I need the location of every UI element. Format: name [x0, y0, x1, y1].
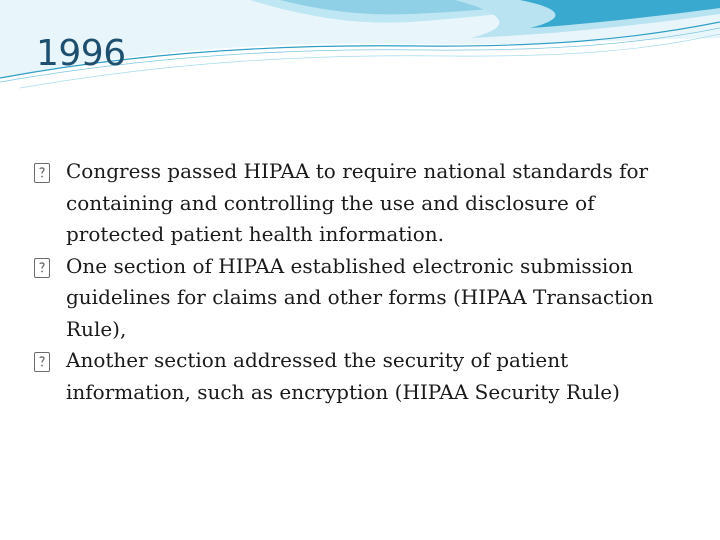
- missing-glyph-icon: [34, 163, 50, 183]
- missing-glyph-icon: [34, 258, 50, 278]
- slide-title: 1996: [36, 33, 126, 74]
- bullet-list: [34, 156, 694, 408]
- bullet-text: One section of HIPAA established electronic submission guidelines for claims and other forms (HIPAA Transaction Rule),: [66, 253, 654, 341]
- bullet-item: [34, 156, 694, 251]
- missing-glyph-icon: [34, 352, 50, 372]
- bullet-text: Another section addressed the security of patient information, such as encryption (HIPAA Security Rule): [66, 348, 620, 404]
- bullet-text: Congress passed HIPAA to require national standards for containing and controlling the use and disclosure of protected patient health information.: [66, 159, 649, 246]
- bullet-item: [34, 251, 694, 346]
- bullet-item: [34, 345, 694, 408]
